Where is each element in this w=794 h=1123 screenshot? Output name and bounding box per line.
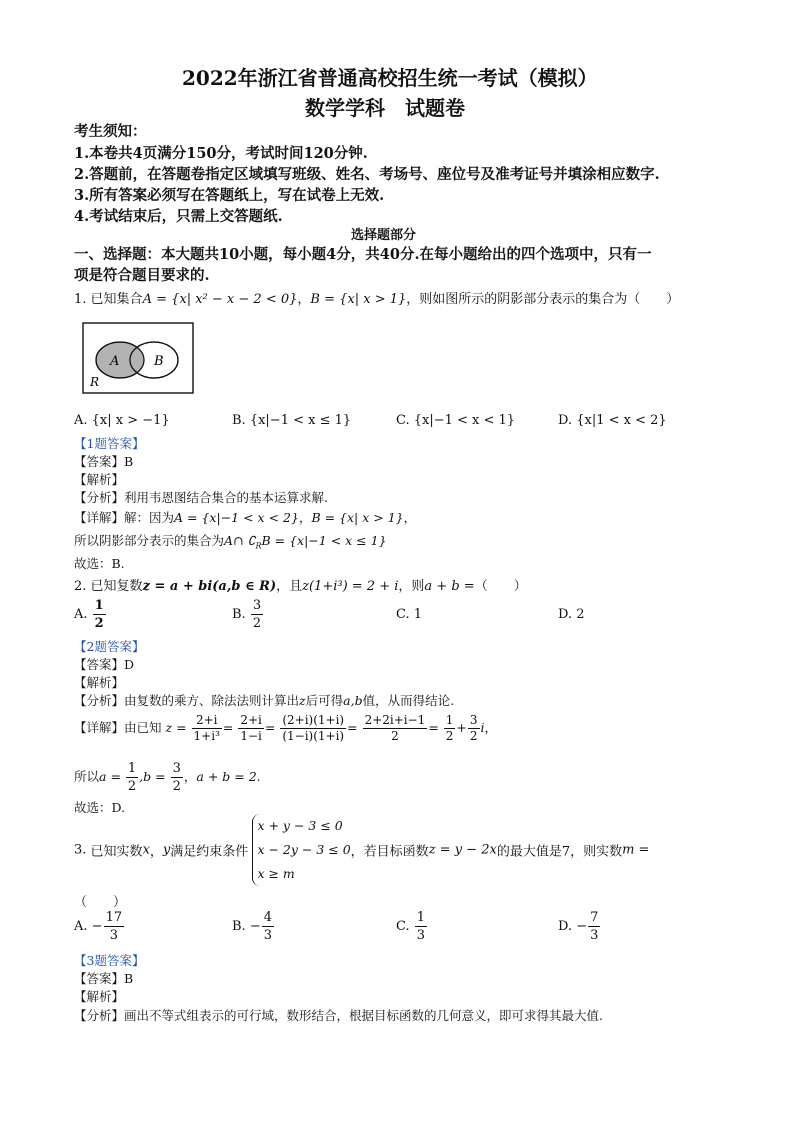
q3-comma: ， <box>149 844 163 860</box>
q2-option-d[interactable]: D. 2 <box>558 607 585 622</box>
q2-b-num: 3 <box>172 761 181 776</box>
q3-option-d[interactable] <box>558 909 601 944</box>
q1-option-d[interactable]: D. {x|1 < x < 2} <box>558 413 667 428</box>
notice-item: 2.答题前，在答题卷指定区域填写班级、姓名、考场号、座位号及准考证号并填涂相应数字. <box>74 166 660 183</box>
q2-frac5-den: 2 <box>445 729 454 743</box>
q2-frac2-den: 1−i <box>240 729 262 743</box>
q2-answer-heading: 【2题答案】 <box>74 639 145 654</box>
q3-constraint-system <box>252 814 350 886</box>
section-instruction: 一、选择题：本大题共10小题，每小题4分，共40分.在每小题给出的四个选项中，只有一 <box>74 246 652 263</box>
q1-choose: 故选：B. <box>74 556 125 571</box>
q3-opt-b-minus: − <box>249 919 261 934</box>
q2-fenxi-a: 由复数的乘方、除法法则计算出 <box>124 693 300 708</box>
q2-frac3-den: (1−i)(1+i) <box>282 729 345 743</box>
venn-label-r: R <box>90 375 100 389</box>
q1-complement-result: B = {x|−1 < x ≤ 1} <box>261 533 387 548</box>
q2-imag-unit: i <box>480 720 485 735</box>
q2-answer <box>74 655 134 673</box>
q1-detail-line2-text: 所以阴影部分表示的集合为 <box>74 533 225 548</box>
venn-label-b: B <box>154 354 164 369</box>
q2-frac6-num: 3 <box>469 713 478 727</box>
q2-so-text: 所以 <box>74 769 100 784</box>
q2-frac5-num: 1 <box>445 713 454 727</box>
q2-fenxi-z: z <box>299 693 306 708</box>
q1-answer-heading: 【1题答案】 <box>74 436 145 451</box>
q2-fenxi-ab: a,b <box>343 693 363 708</box>
q1-number: 1. <box>74 292 87 307</box>
q1-complement-expr: A∩ ∁ <box>224 533 256 548</box>
q1-stem-text: 已知集合 <box>90 292 143 307</box>
section-instruction-cont: 项是符合题目要求的. <box>74 267 210 284</box>
q2-b-eq: ,b = <box>139 769 166 784</box>
q3-answer-heading: 【3题答案】 <box>74 953 145 968</box>
q1-stem-tail: ，则如图所示的阴影部分表示的集合为（ ） <box>406 292 680 307</box>
q3-opt-c-num: 1 <box>416 910 426 925</box>
notice-item: 1.本卷共4页满分150分，考试时间120分钟. <box>74 145 368 162</box>
venn-label-a: A <box>110 354 120 369</box>
q2-frac4-num: 2+2i+i−1 <box>364 713 426 727</box>
q1-fenxi <box>74 488 328 506</box>
q3-opt-a-minus: − <box>91 919 103 934</box>
q3-objective: z = y − 2x <box>428 842 497 858</box>
q3-m: m = <box>622 842 650 858</box>
answer-tag: 【答案】 <box>74 657 125 672</box>
q1-option-c[interactable]: C. {x|−1 < x < 1} <box>396 413 516 428</box>
q3-constraint-3: x ≥ m <box>257 866 295 881</box>
q3-fenxi <box>74 1006 603 1024</box>
answer-tag: 【答案】 <box>74 454 125 469</box>
q3-stem-text: 已知实数 <box>90 844 143 860</box>
q1-detail-sep: ， <box>298 510 312 525</box>
q2-complex-def: z = a + bi(a,b ∈ R) <box>142 579 277 594</box>
q2-paren: （ ） <box>474 579 527 594</box>
q3-stem-c: ，若目标函数 <box>350 844 429 860</box>
q2-option-b-label: B. <box>232 607 246 622</box>
q2-fenxi-b: 后可得 <box>305 693 344 708</box>
q2-detail-text: 由已知 <box>124 720 162 735</box>
notice-item: 3.所有答案必须写在答题纸上，写在试卷上无效. <box>74 187 385 204</box>
q3-option-b[interactable] <box>232 909 275 944</box>
q1-answer-value: B <box>124 454 134 469</box>
detail-tag: 【详解】 <box>74 720 125 735</box>
q3-option-b-label: B. <box>232 919 246 934</box>
q3-opt-d-num: 7 <box>590 910 599 925</box>
q2-number: 2. <box>74 579 87 594</box>
q3-opt-a-den: 3 <box>109 928 118 943</box>
q3-analysis-tag: 【解析】 <box>74 989 125 1004</box>
q3-option-d-label: D. <box>558 919 573 934</box>
q2-stem-text: 已知复数 <box>90 579 143 594</box>
q3-opt-a-num: 17 <box>105 910 123 925</box>
q2-stem-c: ，则 <box>398 579 425 594</box>
fenxi-tag: 【分析】 <box>74 490 125 505</box>
q3-opt-d-minus: − <box>576 919 588 934</box>
q2-detail: 【详解】由已知 z = $\frac{2+i}{\text{1+i³}}$ = $\frac{2+i}{1-i}$ = $\frac{(2+i)(1+i)}{(1-i)(1+i)}$ = $\frac{2+2i+i-1}{2}$ = $\frac{1}{2}$ + $\frac{3}{2}$ i， <box>74 713 498 743</box>
q3-var-x: x <box>142 842 150 858</box>
q3-constraint-2: x − 2y − 3 ≤ 0 <box>257 842 351 857</box>
q2-fenxi-c: 值，从而得结论. <box>362 693 455 708</box>
q2-stem <box>74 575 527 594</box>
q1-detail-set-b: B = {x| x > 1} <box>311 510 404 525</box>
section-title: 选择题部分 <box>351 228 417 243</box>
fenxi-tag: 【分析】 <box>74 693 125 708</box>
notice-item: 4.考试结束后，只需上交答题纸. <box>74 208 283 225</box>
q3-stem-b: 满足约束条件 <box>170 844 249 860</box>
fenxi-tag: 【分析】 <box>74 1008 125 1023</box>
q2-option-a[interactable] <box>74 597 107 632</box>
q1-detail-line2 <box>74 531 387 551</box>
q2-answer-value: D <box>124 657 135 672</box>
q2-a-eq: a = <box>99 769 121 784</box>
q3-stem-d: 的最大值是7，则实数 <box>496 844 623 860</box>
q2-frac3-num: (2+i)(1+i) <box>282 713 345 727</box>
q1-complement-sub: R <box>255 541 262 551</box>
q2-equation: z(1+i³) = 2 + i <box>302 579 399 594</box>
q2-fenxi <box>74 691 454 709</box>
q3-option-a-label: A. <box>74 919 88 934</box>
q3-opt-b-num: 4 <box>263 910 273 925</box>
q3-opt-b-den: 3 <box>263 928 273 943</box>
q2-frac1-den: 1+i³ <box>193 729 220 743</box>
q2-detail-z: z = <box>165 720 187 735</box>
q3-answer <box>74 969 133 987</box>
q3-number: 3. <box>74 842 87 858</box>
q3-answer-value: B <box>124 971 134 986</box>
q3-opt-d-den: 3 <box>590 928 599 943</box>
q3-option-c[interactable] <box>396 909 428 944</box>
page-subtitle: 数学学科 试题卷 <box>305 96 465 120</box>
q1-detail-text: 解：因为 <box>124 510 175 525</box>
detail-tag: 【详解】 <box>74 510 125 525</box>
q3-option-c-label: C. <box>396 919 410 934</box>
q2-option-c[interactable]: C. 1 <box>396 607 423 622</box>
q1-analysis-tag: 【解析】 <box>74 472 125 487</box>
q3-var-y: y <box>162 842 171 858</box>
q3-option-a[interactable] <box>74 909 125 944</box>
q3-constraint-1: x + y − 3 ≤ 0 <box>257 818 343 833</box>
q3-paren: （ ） <box>74 895 127 910</box>
q3-stem <box>74 814 649 886</box>
q2-frac4-den: 2 <box>391 729 399 743</box>
q3-opt-c-den: 3 <box>416 928 426 943</box>
q2-opt-a-den: 2 <box>94 616 104 631</box>
q2-a-den: 2 <box>127 779 137 794</box>
q2-so-end: . <box>256 769 261 784</box>
venn-diagram <box>82 322 194 394</box>
q2-opt-b-num: 3 <box>252 598 262 613</box>
q2-opt-b-den: 2 <box>252 616 262 631</box>
q2-frac6-den: 2 <box>469 729 478 743</box>
q3-fenxi-text: 画出不等式组表示的可行域，数形结合，根据目标函数的几何意义，即可求得其最大值. <box>124 1008 603 1023</box>
q1-sep: ， <box>297 292 311 307</box>
q2-opt-a-num: 1 <box>94 598 104 613</box>
q1-fenxi-text: 利用韦恩图结合集合的基本运算求解. <box>124 490 328 505</box>
q1-detail-set-a: A = {x|−1 < x < 2} <box>174 510 299 525</box>
q2-frac1-num: 2+i <box>192 713 222 729</box>
q2-so-sep: ， <box>183 769 197 784</box>
q1-set-a: A = {x| x² − x − 2 < 0} <box>142 292 298 307</box>
q2-sum: a + b = 2 <box>196 769 257 784</box>
page-title: 2022年浙江省普通高校招生统一考试（模拟） <box>182 66 598 90</box>
q1-answer <box>74 452 133 470</box>
notice-heading: 考生须知： <box>74 123 147 140</box>
q2-b-den: 2 <box>172 779 181 794</box>
answer-tag: 【答案】 <box>74 971 125 986</box>
q2-analysis-tag: 【解析】 <box>74 675 125 690</box>
q2-option-a-label: A. <box>74 607 88 622</box>
q1-option-b[interactable]: B. {x|−1 < x ≤ 1} <box>232 413 352 428</box>
q2-option-b[interactable] <box>232 597 264 632</box>
q2-stem-b: ，且 <box>276 579 303 594</box>
q1-detail-sep2: ， <box>403 510 417 525</box>
q1-detail <box>74 508 416 526</box>
q2-target: a + b = <box>424 579 475 594</box>
q1-stem <box>74 288 679 307</box>
q2-a-num: 1 <box>127 761 137 776</box>
q2-frac2-num: 2+i <box>240 713 262 727</box>
q2-conclusion <box>74 760 261 795</box>
q2-choose: 故选：D. <box>74 800 126 815</box>
q1-option-a[interactable]: A. {x| x > −1} <box>74 413 170 428</box>
q1-set-b: B = {x| x > 1} <box>310 292 407 307</box>
